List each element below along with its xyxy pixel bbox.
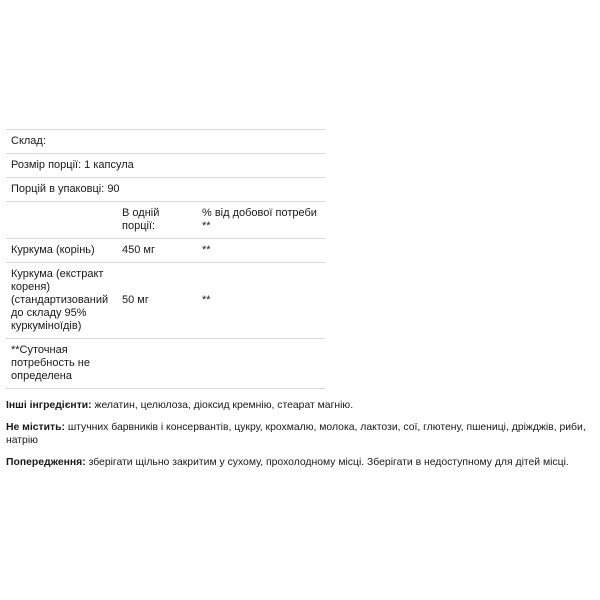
warning-label: Попередження:	[6, 457, 86, 468]
table-row	[6, 154, 325, 178]
other-ingredients-text: желатин, целюлоза, діоксид кремнію, стеарат магнію.	[91, 400, 354, 411]
header-empty-cell	[6, 202, 117, 239]
ingredient-amount: 50 мг	[117, 263, 197, 339]
table-row	[6, 130, 325, 154]
does-not-contain-label: Не містить:	[6, 422, 65, 433]
header-amount: В одній порції:	[117, 202, 197, 239]
table-row	[6, 339, 325, 389]
table-row	[6, 178, 325, 202]
does-not-contain	[6, 421, 586, 447]
ingredient-name: Куркума (корінь)	[6, 239, 117, 263]
serving-size: Розмір порції: 1 капсула	[6, 154, 325, 178]
warning	[6, 456, 586, 469]
footnote-empty-cell	[197, 339, 325, 389]
ingredient-name: Куркума (екстракт кореня) (стандартизований до складу 95% куркуміноїдів)	[6, 263, 117, 339]
table-row	[6, 239, 325, 263]
does-not-contain-text: штучних барвників і консервантів, цукру, крохмалю, молока, лактози, сої, глютену, пшениці, дріжджів, риби, натрію	[6, 422, 586, 446]
composition-title: Склад:	[6, 130, 325, 154]
product-notes	[6, 399, 586, 478]
ingredient-daily-value: **	[197, 239, 325, 263]
ingredient-amount: 450 мг	[117, 239, 197, 263]
other-ingredients-label: Інші інгредієнти:	[6, 400, 92, 411]
table-row	[6, 263, 325, 339]
footnote: **Суточная потребность не определена	[6, 339, 117, 389]
table-header-row	[6, 202, 325, 239]
header-daily-value: % від добової потреби **	[197, 202, 325, 239]
servings-per-container: Порцій в упаковці: 90	[6, 178, 325, 202]
supplement-facts-table	[6, 129, 325, 389]
other-ingredients	[6, 399, 586, 412]
ingredient-daily-value: **	[197, 263, 325, 339]
footnote-empty-cell	[117, 339, 197, 389]
warning-text: зберігати щільно закритим у сухому, прохолодному місці. Зберігати в недоступному для дітей місці.	[85, 457, 569, 468]
